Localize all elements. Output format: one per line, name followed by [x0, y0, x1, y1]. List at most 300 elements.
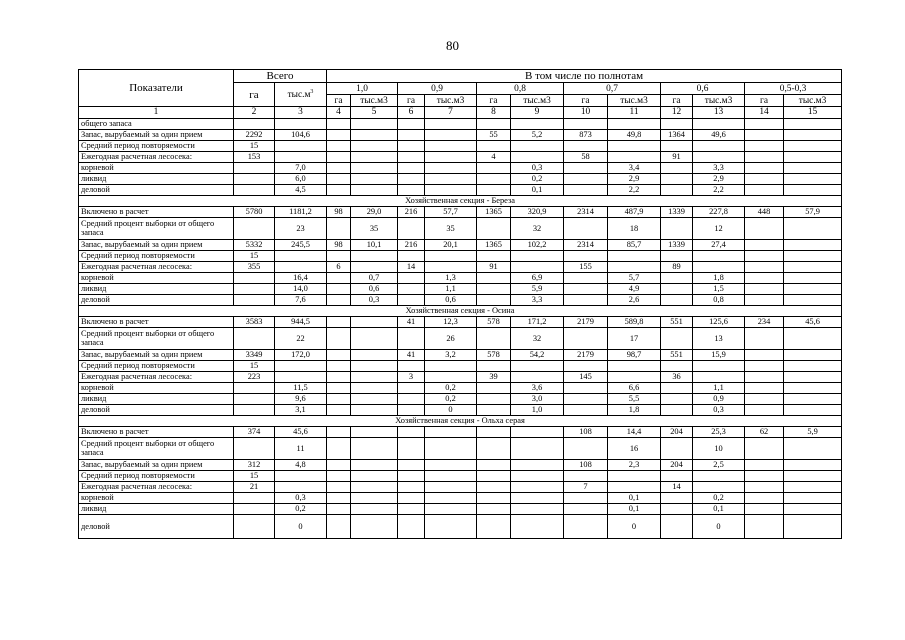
table-cell: 5,5 — [608, 393, 661, 404]
table-cell: 27,4 — [693, 239, 745, 250]
row-label: ликвид — [79, 173, 234, 184]
table-cell — [477, 140, 511, 151]
table-cell — [327, 151, 351, 162]
table-cell: 58 — [564, 151, 608, 162]
table-cell — [234, 327, 275, 349]
table-cell — [275, 140, 327, 151]
table-cell — [477, 404, 511, 415]
table-cell — [661, 503, 693, 514]
table-cell — [693, 118, 745, 129]
table-cell — [745, 151, 784, 162]
table-cell — [327, 294, 351, 305]
table-cell: 3,2 — [425, 349, 477, 360]
table-cell: 35 — [425, 217, 477, 239]
table-cell: 49,6 — [693, 129, 745, 140]
table-cell: 145 — [564, 371, 608, 382]
table-cell — [398, 162, 425, 173]
table-cell — [661, 404, 693, 415]
density-header: 0,9 — [398, 83, 477, 95]
table-cell — [425, 437, 477, 459]
table-cell — [351, 140, 398, 151]
table-cell — [511, 371, 564, 382]
table-cell: 7,0 — [275, 162, 327, 173]
table-cell: 155 — [564, 261, 608, 272]
table-cell — [784, 283, 842, 294]
table-cell — [511, 481, 564, 492]
table-cell — [425, 360, 477, 371]
table-cell — [351, 129, 398, 140]
table-cell — [327, 459, 351, 470]
total-volume-header: $тыс.м^3$ — [275, 83, 327, 107]
table-cell — [693, 470, 745, 481]
table-cell — [351, 349, 398, 360]
table-cell — [564, 470, 608, 481]
table-cell — [661, 514, 693, 538]
table-cell — [784, 459, 842, 470]
table-cell: 1364 — [661, 129, 693, 140]
table-cell — [351, 151, 398, 162]
table-cell — [784, 470, 842, 481]
table-cell — [661, 360, 693, 371]
table-body — [79, 118, 842, 538]
table-cell: 0,1 — [608, 492, 661, 503]
table-cell — [511, 360, 564, 371]
table-cell — [661, 382, 693, 393]
table-cell: 0,9 — [693, 393, 745, 404]
table-cell — [784, 162, 842, 173]
row-label: корневой — [79, 492, 234, 503]
table-cell: 2,6 — [608, 294, 661, 305]
table-cell — [784, 173, 842, 184]
table-cell — [351, 470, 398, 481]
row-label: Средний процент выборки от общего запаса — [79, 437, 234, 459]
table-cell: 0,2 — [275, 503, 327, 514]
table-cell: 2,9 — [693, 173, 745, 184]
table-cell — [564, 404, 608, 415]
table-cell: 0,2 — [425, 393, 477, 404]
table-cell — [745, 470, 784, 481]
table-cell — [234, 162, 275, 173]
row-label: Средний процент выборки от общего запаса — [79, 327, 234, 349]
table-cell — [477, 250, 511, 261]
row-label: деловой — [79, 294, 234, 305]
table-cell — [234, 404, 275, 415]
table-cell — [477, 162, 511, 173]
table-cell — [234, 294, 275, 305]
table-cell — [784, 360, 842, 371]
table-cell — [745, 371, 784, 382]
table-cell — [327, 426, 351, 437]
table-cell: 153 — [234, 151, 275, 162]
total-ha-header: га — [234, 83, 275, 107]
table-cell: 15 — [234, 250, 275, 261]
table-cell — [564, 503, 608, 514]
table-cell — [351, 393, 398, 404]
table-cell: 98,7 — [608, 349, 661, 360]
column-numbers-row — [79, 107, 842, 119]
column-number: 6 — [398, 107, 425, 119]
table-cell — [564, 140, 608, 151]
table-cell: 204 — [661, 459, 693, 470]
table-cell: 487,9 — [608, 206, 661, 217]
table-cell: 35 — [351, 217, 398, 239]
table-cell: 12 — [693, 217, 745, 239]
table-cell — [784, 184, 842, 195]
table-cell — [784, 349, 842, 360]
table-cell — [745, 327, 784, 349]
table-cell — [564, 272, 608, 283]
table-cell: 6,6 — [608, 382, 661, 393]
table-cell: 39 — [477, 371, 511, 382]
table-cell — [351, 316, 398, 327]
table-cell: 578 — [477, 349, 511, 360]
table-cell: 102,2 — [511, 239, 564, 250]
table-cell — [398, 283, 425, 294]
table-cell: 1,1 — [425, 283, 477, 294]
table-cell: 57,9 — [784, 206, 842, 217]
table-cell — [398, 151, 425, 162]
table-cell: 15 — [234, 470, 275, 481]
table-row — [79, 118, 842, 129]
row-label: Ежегодная расчетная лесосека: — [79, 371, 234, 382]
table-cell: 3583 — [234, 316, 275, 327]
table-cell — [745, 184, 784, 195]
table-cell: 0,1 — [511, 184, 564, 195]
table-cell: 0,2 — [693, 492, 745, 503]
table-cell — [425, 459, 477, 470]
table-cell — [425, 514, 477, 538]
column-number: 7 — [425, 107, 477, 119]
table-cell — [693, 371, 745, 382]
table-cell — [661, 470, 693, 481]
table-cell — [784, 261, 842, 272]
row-label: Средний период повторяемости — [79, 470, 234, 481]
table-cell: 1181,2 — [275, 206, 327, 217]
table-cell — [477, 327, 511, 349]
table-cell — [784, 492, 842, 503]
table-cell — [511, 459, 564, 470]
table-cell: 6 — [327, 261, 351, 272]
table-cell — [608, 151, 661, 162]
table-cell — [784, 151, 842, 162]
table-cell — [351, 481, 398, 492]
table-cell — [234, 382, 275, 393]
table-cell — [327, 470, 351, 481]
density-header: 0,6 — [661, 83, 745, 95]
page-number: 80 — [446, 38, 459, 53]
table-cell — [327, 371, 351, 382]
table-cell: 234 — [745, 316, 784, 327]
table-cell: 62 — [745, 426, 784, 437]
table-cell — [351, 404, 398, 415]
table-row — [79, 360, 842, 371]
table-row — [79, 261, 842, 272]
table-cell — [784, 250, 842, 261]
table-cell: 16 — [608, 437, 661, 459]
table-cell — [398, 382, 425, 393]
table-cell — [661, 140, 693, 151]
table-cell — [511, 118, 564, 129]
table-cell — [234, 437, 275, 459]
table-cell: 171,2 — [511, 316, 564, 327]
table-cell — [327, 327, 351, 349]
table-cell — [398, 459, 425, 470]
table-cell: 0 — [693, 514, 745, 538]
table-cell — [693, 151, 745, 162]
table-cell — [784, 437, 842, 459]
table-cell: 0 — [275, 514, 327, 538]
table-cell: 12,3 — [425, 316, 477, 327]
table-cell — [477, 503, 511, 514]
table-cell: 320,9 — [511, 206, 564, 217]
table-cell: 0,6 — [351, 283, 398, 294]
row-label: Включено в расчет — [79, 316, 234, 327]
table-cell: 2,2 — [608, 184, 661, 195]
table-cell: 108 — [564, 426, 608, 437]
table-cell: 0,1 — [608, 503, 661, 514]
table-cell — [425, 426, 477, 437]
table-cell — [327, 250, 351, 261]
table-row — [79, 404, 842, 415]
table-cell — [511, 470, 564, 481]
table-cell: 49,8 — [608, 129, 661, 140]
table-cell — [327, 162, 351, 173]
table-cell: 3,3 — [511, 294, 564, 305]
table-cell: 873 — [564, 129, 608, 140]
table-cell — [661, 327, 693, 349]
table-row — [79, 514, 842, 538]
table-cell — [477, 184, 511, 195]
table-cell: 5,9 — [784, 426, 842, 437]
table-header — [79, 70, 842, 119]
table-cell: 3,0 — [511, 393, 564, 404]
row-label: ликвид — [79, 503, 234, 514]
table-cell — [425, 140, 477, 151]
table-cell: 355 — [234, 261, 275, 272]
table-cell — [477, 459, 511, 470]
table-cell — [351, 327, 398, 349]
table-cell: 15,9 — [693, 349, 745, 360]
table-row — [79, 239, 842, 250]
density-header: 1,0 — [327, 83, 398, 95]
table-cell — [398, 437, 425, 459]
table-cell — [327, 481, 351, 492]
table-cell — [745, 492, 784, 503]
table-cell — [398, 426, 425, 437]
table-cell: 14,0 — [275, 283, 327, 294]
table-cell — [511, 140, 564, 151]
table-cell — [275, 261, 327, 272]
table-cell: 9,6 — [275, 393, 327, 404]
table-cell — [327, 382, 351, 393]
column-number: 9 — [511, 107, 564, 119]
table-cell — [351, 503, 398, 514]
table-cell — [661, 162, 693, 173]
table-cell — [327, 217, 351, 239]
section-title: Хозяйственная секция - Осина — [79, 305, 842, 316]
table-cell — [564, 162, 608, 173]
table-cell: 25,3 — [693, 426, 745, 437]
table-cell: 2292 — [234, 129, 275, 140]
total-header: Всего — [234, 70, 327, 83]
table-cell — [425, 118, 477, 129]
column-number: 2 — [234, 107, 275, 119]
table-cell — [275, 250, 327, 261]
table-cell — [608, 371, 661, 382]
table-cell: 0,3 — [351, 294, 398, 305]
table-cell — [661, 173, 693, 184]
table-cell — [275, 118, 327, 129]
table-cell — [477, 272, 511, 283]
table-cell — [745, 261, 784, 272]
table-cell — [511, 250, 564, 261]
table-cell — [351, 250, 398, 261]
table-cell — [351, 371, 398, 382]
table-cell: 204 — [661, 426, 693, 437]
ha-subheader: га — [661, 95, 693, 107]
table-cell: 15 — [234, 360, 275, 371]
table-cell — [351, 514, 398, 538]
table-row — [79, 371, 842, 382]
table-cell: 223 — [234, 371, 275, 382]
table-cell — [564, 118, 608, 129]
table-cell — [425, 261, 477, 272]
table-cell: 2,9 — [608, 173, 661, 184]
table-cell — [564, 184, 608, 195]
table-cell — [745, 459, 784, 470]
table-cell — [608, 250, 661, 261]
table-cell: 36 — [661, 371, 693, 382]
table-cell: 3349 — [234, 349, 275, 360]
table-cell — [745, 360, 784, 371]
section-title: Хозяйственная секция - Ольха серая — [79, 415, 842, 426]
column-number: 4 — [327, 107, 351, 119]
table-cell — [398, 470, 425, 481]
table-row — [79, 272, 842, 283]
ha-subheader: га — [477, 95, 511, 107]
table-cell: 32 — [511, 217, 564, 239]
row-label: Включено в расчет — [79, 426, 234, 437]
table-cell — [327, 316, 351, 327]
table-cell: 16,4 — [275, 272, 327, 283]
row-label: Ежегодная расчетная лесосека: — [79, 481, 234, 492]
volume-subheader: тыс.м3 — [425, 95, 477, 107]
row-label: ликвид — [79, 283, 234, 294]
table-cell — [784, 371, 842, 382]
table-cell: 5780 — [234, 206, 275, 217]
table-cell: 1,8 — [693, 272, 745, 283]
row-label: корневой — [79, 272, 234, 283]
table-cell — [745, 349, 784, 360]
table-cell: 216 — [398, 206, 425, 217]
table-cell — [425, 129, 477, 140]
table-cell: 551 — [661, 349, 693, 360]
table-cell — [661, 437, 693, 459]
table-row — [79, 283, 842, 294]
table-cell — [661, 283, 693, 294]
ha-subheader: га — [745, 95, 784, 107]
table-cell: 45,6 — [275, 426, 327, 437]
table-cell — [477, 283, 511, 294]
table-cell: 54,2 — [511, 349, 564, 360]
ha-subheader: га — [398, 95, 425, 107]
table-cell: 0 — [425, 404, 477, 415]
table-cell — [693, 140, 745, 151]
table-cell: 2,5 — [693, 459, 745, 470]
column-number: 14 — [745, 107, 784, 119]
column-number: 12 — [661, 107, 693, 119]
table-cell — [564, 173, 608, 184]
table-row — [79, 151, 842, 162]
table-cell — [608, 118, 661, 129]
table-cell — [564, 327, 608, 349]
volume-subheader: тыс.м3 — [351, 95, 398, 107]
table-cell: 551 — [661, 316, 693, 327]
table-cell — [784, 327, 842, 349]
table-cell — [398, 184, 425, 195]
table-cell — [398, 360, 425, 371]
table-cell: 104,6 — [275, 129, 327, 140]
table-cell — [327, 492, 351, 503]
table-cell — [564, 437, 608, 459]
row-label: деловой — [79, 184, 234, 195]
table-row — [79, 184, 842, 195]
table-cell — [784, 118, 842, 129]
table-row — [79, 382, 842, 393]
table-cell — [564, 294, 608, 305]
table-cell — [477, 217, 511, 239]
table-row — [79, 481, 842, 492]
table-cell — [745, 129, 784, 140]
table-cell — [511, 261, 564, 272]
table-cell — [234, 173, 275, 184]
table-cell: 17 — [608, 327, 661, 349]
volume-subheader: тыс.м3 — [784, 95, 842, 107]
ha-subheader: га — [564, 95, 608, 107]
volume-subheader: тыс.м3 — [693, 95, 745, 107]
row-label: Запас, вырубаемый за один прием — [79, 239, 234, 250]
table-cell: 41 — [398, 349, 425, 360]
table-cell — [745, 393, 784, 404]
table-cell — [477, 470, 511, 481]
column-number: 1 — [79, 107, 234, 119]
ha-subheader: га — [327, 95, 351, 107]
section-row — [79, 305, 842, 316]
table-cell — [275, 470, 327, 481]
table-cell — [564, 250, 608, 261]
table-cell: 7,6 — [275, 294, 327, 305]
table-cell: 1365 — [477, 239, 511, 250]
table-cell — [661, 294, 693, 305]
table-cell — [327, 503, 351, 514]
table-cell — [425, 162, 477, 173]
table-cell: 589,8 — [608, 316, 661, 327]
table-cell: 944,5 — [275, 316, 327, 327]
table-cell: 14 — [661, 481, 693, 492]
table-cell: 0,1 — [693, 503, 745, 514]
table-cell — [275, 151, 327, 162]
table-cell: 172,0 — [275, 349, 327, 360]
table-cell: 2179 — [564, 316, 608, 327]
table-cell — [234, 272, 275, 283]
row-label: Средний процент выборки от общего запаса — [79, 217, 234, 239]
table-row — [79, 349, 842, 360]
table-cell — [661, 393, 693, 404]
table-cell — [275, 371, 327, 382]
table-cell: 0,2 — [511, 173, 564, 184]
table-cell: 2314 — [564, 206, 608, 217]
table-cell — [327, 184, 351, 195]
